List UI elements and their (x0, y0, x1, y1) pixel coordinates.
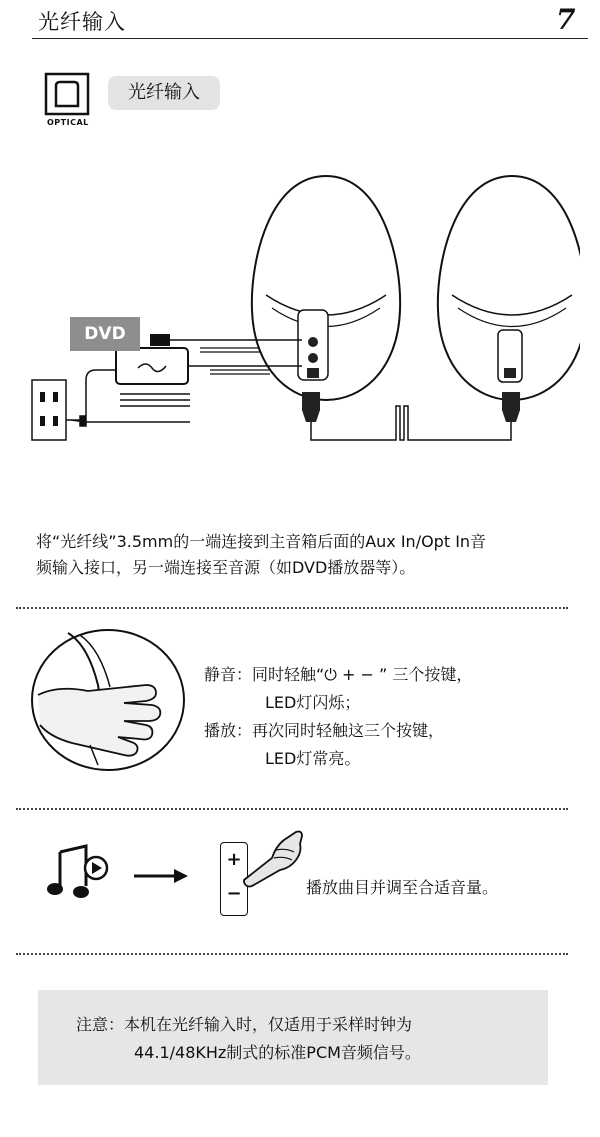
power-icon: ⏻ (324, 665, 337, 684)
note-line-1: 注意：本机在光纤输入时，仅适用于采样时钟为 (76, 1015, 413, 1034)
volume-instruction: 播放曲目并调至合适音量。 (306, 878, 499, 897)
play-instruction: 播放：再次同时轻触这三个按键， (204, 721, 445, 740)
section-divider (16, 808, 568, 810)
connection-diagram (20, 160, 580, 460)
dvd-source-label: DVD (70, 317, 140, 351)
arrow-right-icon (134, 866, 190, 886)
hand-touch-icon (28, 625, 188, 775)
minus-icon: − (226, 883, 242, 904)
optical-label: OPTICAL (47, 118, 89, 127)
note-line-2: 44.1/48KHz制式的标准PCM音频信号。 (134, 1043, 421, 1062)
music-play-icon (46, 842, 112, 906)
play-led-status: LED灯常亮。 (265, 749, 361, 768)
header-divider (32, 38, 588, 39)
page-title: 光纤输入 (38, 10, 126, 34)
section-divider (16, 607, 568, 609)
optical-port-icon (44, 72, 92, 118)
description-line-2: 频输入接口，另一端连接至音源（如DVD播放器等）。 (36, 558, 416, 577)
plus-icon: + (226, 849, 242, 870)
description-line-1: 将“光纤线”3.5mm的一端连接到主音箱后面的Aux In/Opt In音 (36, 532, 487, 551)
page-number: 7 (556, 3, 576, 36)
wall-socket (32, 380, 66, 440)
power-adapter (116, 348, 188, 384)
mute-instruction: 静音：同时轻触“⏻ + − ” 三个按键， (204, 665, 473, 684)
mute-led-status: LED灯闪烁； (265, 693, 361, 712)
pointing-hand-icon (236, 826, 306, 890)
section-divider (16, 953, 568, 955)
note-box (38, 990, 548, 1085)
section-label: 光纤输入 (108, 76, 220, 110)
